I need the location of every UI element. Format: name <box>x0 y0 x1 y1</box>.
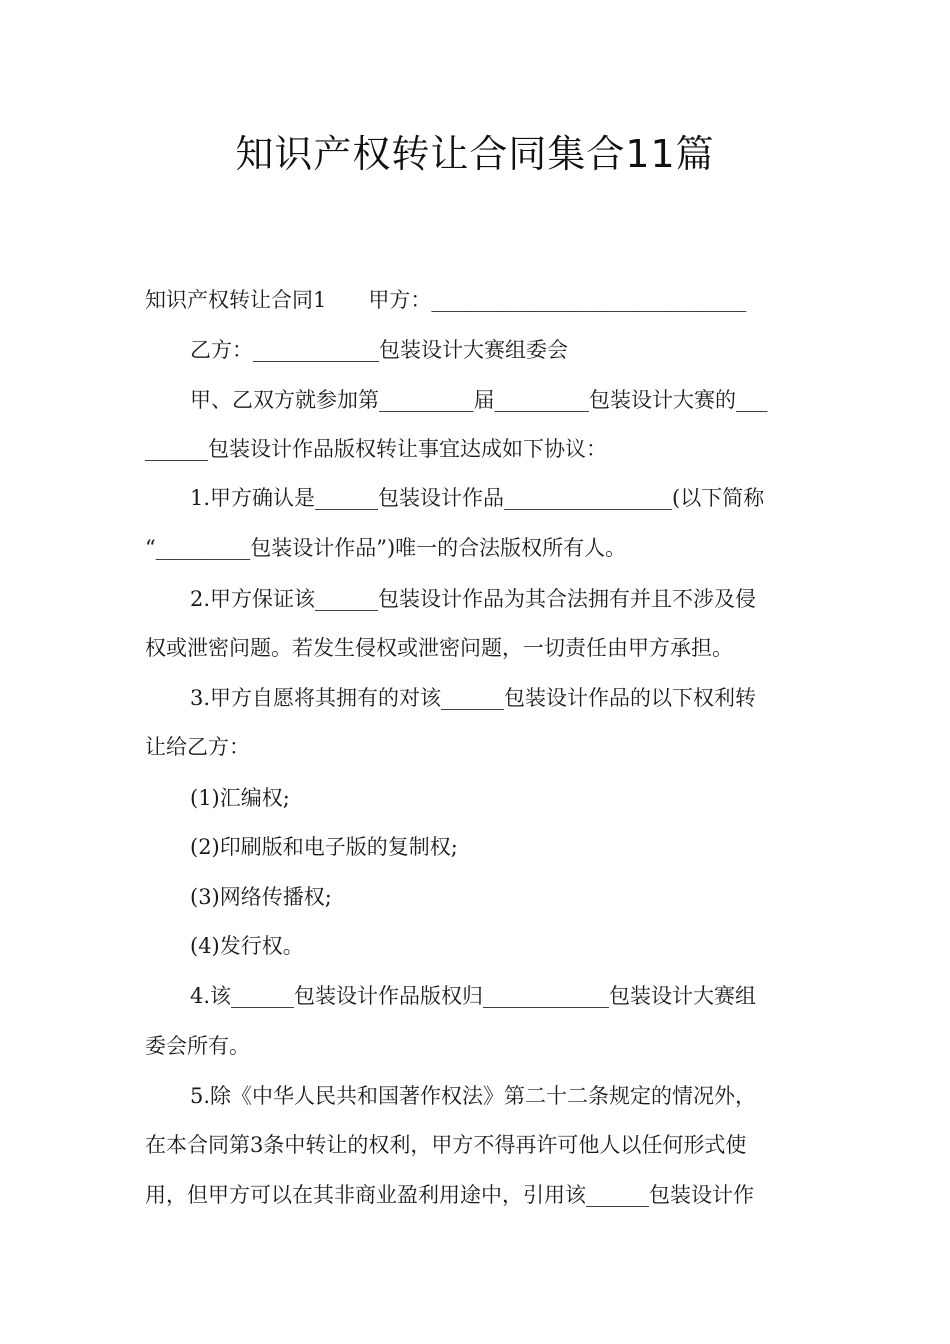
clause-2-line: 2.甲方保证该______包装设计作品为其合法拥有并且不涉及侵 <box>190 587 757 611</box>
paragraph-line: ______包装设计作品版权转让事宜达成如下协议： <box>145 437 607 461</box>
clause-1-line: “_________包装设计作品”)唯一的合法版权所有人。 <box>145 536 627 560</box>
document-title: 知识产权转让合同集合11篇 <box>235 132 715 176</box>
rights-item: (3)网络传播权; <box>190 885 332 909</box>
clause-4-line: 委会所有。 <box>145 1034 250 1058</box>
contract-heading-line: 知识产权转让合同1 甲方：______________________________ <box>145 288 747 312</box>
party-b-line: 乙方：____________包装设计大赛组委会 <box>190 338 568 362</box>
rights-item: (4)发行权。 <box>190 934 304 958</box>
clause-4-line: 4.该______包装设计作品版权归____________包装设计大赛组 <box>190 984 757 1008</box>
clause-5-line: 在本合同第3条中转让的权利，甲方不得再许可他人以任何形式使 <box>145 1133 747 1157</box>
rights-item: (1)汇编权; <box>190 786 290 810</box>
clause-5-line: 用，但甲方可以在其非商业盈利用途中，引用该______包装设计作 <box>145 1183 754 1207</box>
clause-1-line: 1.甲方确认是______包装设计作品________________(以下简称 <box>190 486 765 510</box>
paragraph-line: 甲、乙双方就参加第_________届_________包装设计大赛的___ <box>190 388 768 412</box>
clause-5-line: 5.除《中华人民共和国著作权法》第二十二条规定的情况外， <box>190 1084 757 1108</box>
rights-item: (2)印刷版和电子版的复制权; <box>190 835 458 859</box>
clause-3-line: 让给乙方： <box>145 735 250 759</box>
clause-2-line: 权或泄密问题。若发生侵权或泄密问题，一切责任由甲方承担。 <box>145 636 733 660</box>
clause-3-line: 3.甲方自愿将其拥有的对该______包装设计作品的以下权利转 <box>190 686 757 710</box>
